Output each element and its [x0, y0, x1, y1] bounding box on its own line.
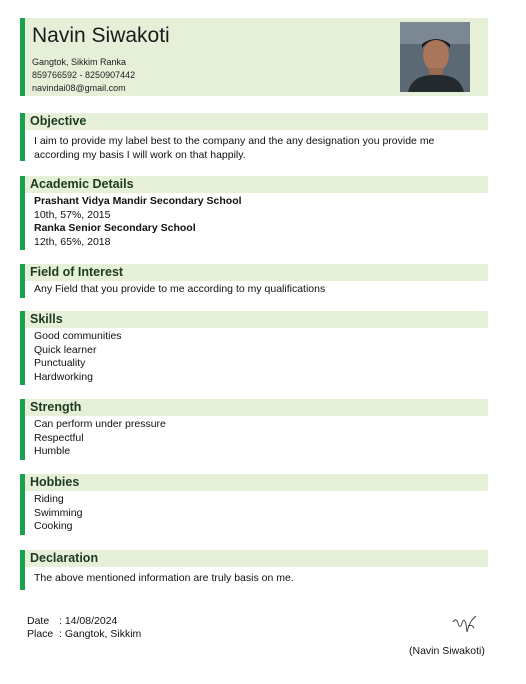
academic-list: [34, 195, 478, 250]
profile-photo: [400, 22, 470, 92]
skills-list: [34, 330, 478, 385]
list-item: Good communities: [34, 330, 122, 342]
school-detail: 12th, 65%, 2018: [34, 236, 111, 249]
place-value: : Gangtok, Sikkim: [59, 628, 142, 640]
resume-header: [20, 18, 488, 96]
skills-section: [20, 311, 488, 385]
candidate-name: Navin Siwakoti: [32, 24, 170, 47]
signature-name: (Navin Siwakoti): [409, 645, 485, 657]
declaration-text: The above mentioned information are truly basis on me.: [34, 572, 294, 584]
strength-section: [20, 399, 488, 460]
list-item: Swimming: [34, 506, 83, 519]
interest-text: Any Field that you provide to me according to my qualifications: [34, 283, 326, 295]
list-item: Quick learner: [34, 343, 97, 356]
objective-section: [20, 113, 488, 161]
phone-numbers: 859766592 - 8250907442: [32, 70, 136, 80]
place-label: Place: [27, 628, 54, 640]
school-name: Prashant Vidya Mandir Secondary School: [34, 195, 242, 207]
section-title-strength: Strength: [25, 399, 488, 416]
list-item: Respectful: [34, 431, 84, 444]
signature: [450, 614, 480, 636]
section-title-skills: Skills: [25, 311, 488, 328]
section-title-hobbies: Hobbies: [25, 474, 488, 491]
list-item: Punctuality: [34, 357, 86, 370]
section-title-declaration: Declaration: [25, 550, 488, 567]
interest-section: [20, 264, 488, 298]
date-label: Date: [27, 615, 50, 627]
school-name: Ranka Senior Secondary School: [34, 222, 196, 235]
objective-text: I aim to provide my label best to the company and the any designation you provide me according my basis I will work on that happily.: [34, 135, 435, 161]
address: Gangtok, Sikkim Ranka: [32, 57, 127, 67]
hobbies-list: [34, 493, 478, 534]
section-title-objective: Objective: [25, 113, 488, 130]
declaration-section: [20, 550, 488, 590]
list-item: Cooking: [34, 520, 73, 533]
section-title-academic: Academic Details: [25, 176, 488, 193]
list-item: Humble: [34, 445, 71, 458]
date-value: : 14/08/2024: [59, 615, 118, 627]
section-title-interest: Field of Interest: [25, 264, 488, 281]
list-item: Hardworking: [34, 371, 93, 384]
strength-list: [34, 418, 478, 459]
hobbies-section: [20, 474, 488, 535]
list-item: Can perform under pressure: [34, 418, 166, 430]
school-detail: 10th, 57%, 2015: [34, 208, 111, 221]
academic-section: [20, 176, 488, 250]
email: navindai08@gmail.com: [32, 83, 126, 93]
list-item: Riding: [34, 493, 64, 505]
